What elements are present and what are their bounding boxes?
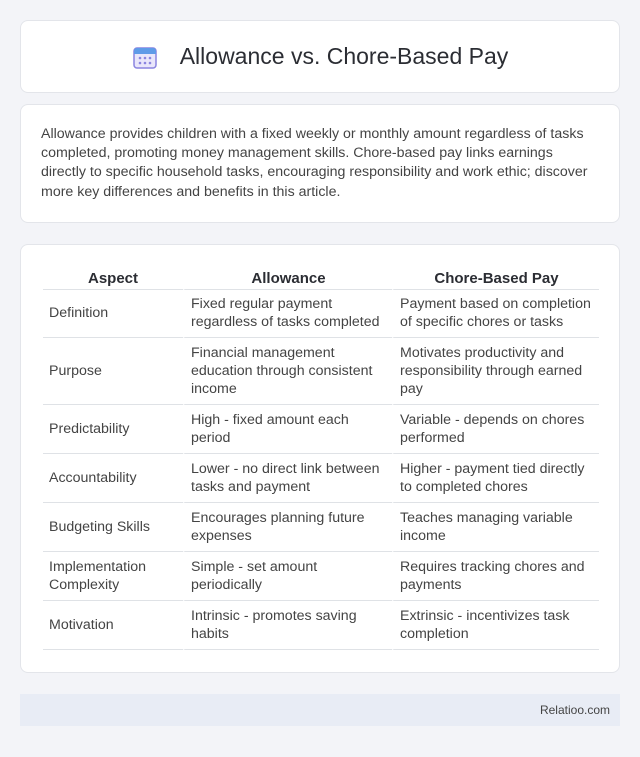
- row-allowance: High - fixed amount each period: [183, 405, 392, 454]
- page-title: Allowance vs. Chore-Based Pay: [179, 43, 509, 69]
- table-row: [43, 454, 599, 503]
- intro-card: [20, 104, 620, 223]
- table-row: [43, 503, 599, 552]
- row-aspect: Implementation Complexity: [43, 552, 183, 601]
- row-aspect: Definition: [43, 290, 183, 338]
- row-chore-based-pay: Extrinsic - incentivizes task completion: [392, 601, 599, 650]
- row-aspect: Accountability: [43, 454, 183, 503]
- row-allowance: Intrinsic - promotes saving habits: [183, 601, 392, 650]
- row-chore-based-pay: Teaches managing variable income: [392, 503, 599, 552]
- row-allowance: Encourages planning future expenses: [183, 503, 392, 552]
- column-header-aspect: Aspect: [43, 265, 183, 290]
- comparison-card: [20, 244, 620, 673]
- row-aspect: Motivation: [43, 601, 183, 650]
- table-row: [43, 405, 599, 454]
- column-header-allowance: Allowance: [183, 265, 392, 290]
- comparison-table: [43, 265, 599, 650]
- row-chore-based-pay: Requires tracking chores and payments: [392, 552, 599, 601]
- table-header-row: [43, 265, 599, 290]
- row-chore-based-pay: Payment based on completion of specific chores or tasks: [392, 290, 599, 338]
- footer-brand: Relatioo.com: [539, 703, 610, 717]
- table-row: [43, 290, 599, 338]
- table-row: [43, 601, 599, 650]
- table-row: [43, 552, 599, 601]
- row-chore-based-pay: Motivates productivity and responsibility through earned pay: [392, 338, 599, 405]
- table-row: [43, 338, 599, 405]
- calendar-icon: [132, 44, 158, 70]
- row-allowance: Financial management education through consistent income: [183, 338, 392, 405]
- row-aspect: Purpose: [43, 338, 183, 405]
- row-aspect: Predictability: [43, 405, 183, 454]
- row-allowance: Lower - no direct link between tasks and payment: [183, 454, 392, 503]
- title-card: [20, 20, 620, 93]
- footer: [20, 694, 620, 726]
- row-allowance: Simple - set amount periodically: [183, 552, 392, 601]
- column-header-chore-based-pay: Chore-Based Pay: [392, 265, 599, 290]
- intro-text: Allowance provides children with a fixed weekly or monthly amount regardless of tasks completed, promoting money management skills. Chore-based pay links earnings directly to specific household tasks, encouraging responsibility and work ethic; discover more key differences and benefits in this article.: [41, 126, 588, 200]
- row-chore-based-pay: Variable - depends on chores performed: [392, 405, 599, 454]
- row-chore-based-pay: Higher - payment tied directly to completed chores: [392, 454, 599, 503]
- row-aspect: Budgeting Skills: [43, 503, 183, 552]
- row-allowance: Fixed regular payment regardless of tasks completed: [183, 290, 392, 338]
